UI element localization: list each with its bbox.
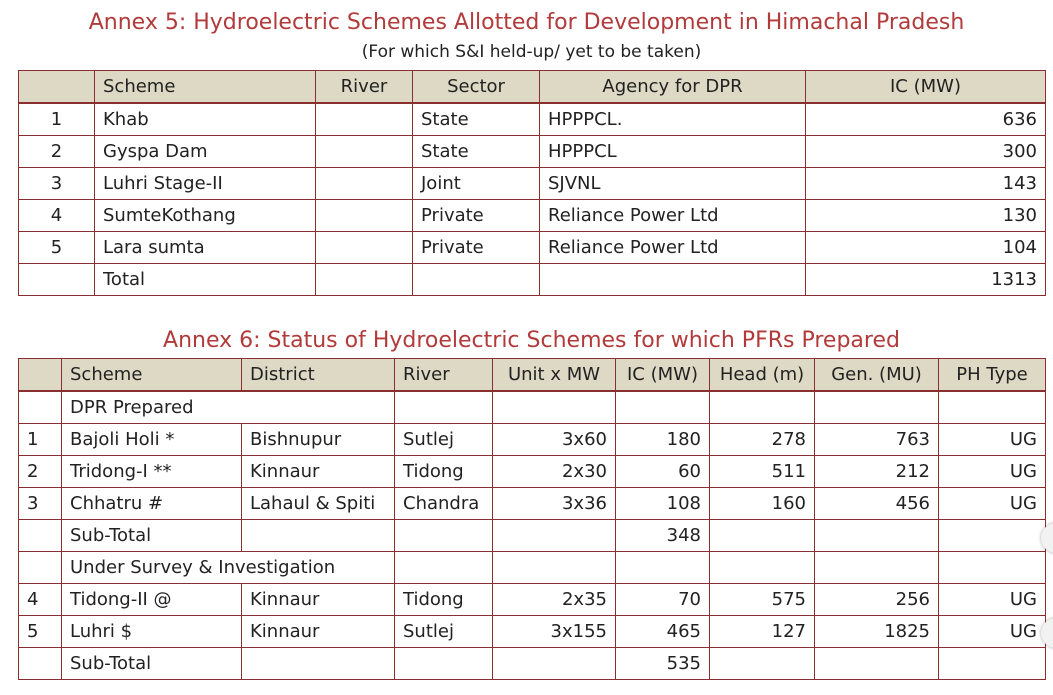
cell-gen: [815, 648, 939, 680]
cell-scheme: SumteKothang: [95, 200, 316, 232]
cell-scheme: Bajoli Holi *: [62, 424, 242, 456]
section-label: Under Survey & Investigation: [62, 552, 395, 584]
cell-ph: UG: [939, 616, 1046, 648]
cell-ph: UG: [939, 424, 1046, 456]
cell-head: [710, 520, 815, 552]
cell-no: [19, 520, 62, 552]
table-row: [19, 136, 1046, 168]
col-header-unit: Unit x MW: [493, 359, 616, 392]
cell-sector: State: [413, 136, 540, 168]
subtotal-label: Sub-Total: [62, 520, 242, 552]
cell-agency: SJVNL: [540, 168, 806, 200]
cell-head: 160: [710, 488, 815, 520]
annex5-total-row: [19, 264, 1046, 296]
annex5-header-row: [19, 71, 1046, 104]
cell-ph: [939, 648, 1046, 680]
annex5-title: Annex 5: Hydroelectric Schemes Allotted for Development in Himachal Pradesh: [88, 10, 965, 35]
cell-ic: [616, 552, 710, 584]
col-header-no: [19, 71, 95, 104]
cell-unit: 3x155: [493, 616, 616, 648]
table-row: [19, 232, 1046, 264]
cell-ic: 130: [806, 200, 1046, 232]
annex5-table: [18, 70, 1046, 296]
cell-district: Lahaul & Spiti: [242, 488, 395, 520]
cell-river: Tidong: [395, 584, 493, 616]
cell-ic: 70: [616, 584, 710, 616]
cell-no: 2: [19, 136, 95, 168]
cell-ph: [939, 520, 1046, 552]
cell-river: Tidong: [395, 456, 493, 488]
cell-ic: 636: [806, 103, 1046, 136]
cell-head: 575: [710, 584, 815, 616]
col-header-ic: IC (MW): [616, 359, 710, 392]
cell-ic: 180: [616, 424, 710, 456]
cell-no: 4: [19, 584, 62, 616]
cell-unit: 3x36: [493, 488, 616, 520]
cell-river: Sutlej: [395, 424, 493, 456]
cell-gen: 456: [815, 488, 939, 520]
col-header-river: River: [316, 71, 413, 104]
cell-unit: 2x30: [493, 456, 616, 488]
cell-ic: 104: [806, 232, 1046, 264]
table-row: [19, 200, 1046, 232]
cell-ic: 143: [806, 168, 1046, 200]
cell-no: [19, 648, 62, 680]
col-header-head: Head (m): [710, 359, 815, 392]
cell-gen: 212: [815, 456, 939, 488]
cell-scheme: Gyspa Dam: [95, 136, 316, 168]
subtotal-ic: 535: [616, 648, 710, 680]
cell-unit: [493, 648, 616, 680]
annex6-table: [18, 358, 1046, 680]
cell-head: 278: [710, 424, 815, 456]
cell-agency: Reliance Power Ltd: [540, 232, 806, 264]
cell-gen: 1825: [815, 616, 939, 648]
cell-river: [395, 648, 493, 680]
subtotal-ic: 348: [616, 520, 710, 552]
cell-scheme: Lara sumta: [95, 232, 316, 264]
col-header-ic: IC (MW): [806, 71, 1046, 104]
cell-sector: Private: [413, 232, 540, 264]
cell-ph: UG: [939, 456, 1046, 488]
subtotal-row: [19, 520, 1046, 552]
cell-district: Kinnaur: [242, 616, 395, 648]
cell-district: [242, 520, 395, 552]
cell-head: [710, 552, 815, 584]
cell-river: Chandra: [395, 488, 493, 520]
cell-unit: [493, 520, 616, 552]
annex5-subtitle: (For which S&I held-up/ yet to be taken): [361, 42, 702, 62]
cell-head: [710, 648, 815, 680]
cell-no: 1: [19, 424, 62, 456]
cell-ph: UG: [939, 488, 1046, 520]
cell-agency: Reliance Power Ltd: [540, 200, 806, 232]
cell-scheme: Chhatru #: [62, 488, 242, 520]
cell-gen: [815, 520, 939, 552]
table-row: [19, 616, 1046, 648]
cell-total-label: Total: [95, 264, 316, 296]
cell-river: [316, 200, 413, 232]
cell-unit: [493, 552, 616, 584]
cell-no: 3: [19, 488, 62, 520]
cell-sector: Private: [413, 200, 540, 232]
cell-no: 5: [19, 616, 62, 648]
section-label: DPR Prepared: [62, 391, 395, 424]
cell-river: Sutlej: [395, 616, 493, 648]
table-row: [19, 584, 1046, 616]
table-row: [19, 488, 1046, 520]
cell-scheme: Khab: [95, 103, 316, 136]
cell-river: [316, 136, 413, 168]
col-header-agency: Agency for DPR: [540, 71, 806, 104]
col-header-gen: Gen. (MU): [815, 359, 939, 392]
subtotal-row: [19, 648, 1046, 680]
cell-head: [710, 391, 815, 424]
cell-head: 127: [710, 616, 815, 648]
cell-river: [316, 168, 413, 200]
cell-agency: HPPPCL.: [540, 103, 806, 136]
cell-sector: [413, 264, 540, 296]
table-row: [19, 424, 1046, 456]
cell-river: [316, 264, 413, 296]
cell-head: 511: [710, 456, 815, 488]
cell-district: Bishnupur: [242, 424, 395, 456]
cell-ph: [939, 552, 1046, 584]
col-header-district: District: [242, 359, 395, 392]
col-header-scheme: Scheme: [62, 359, 242, 392]
section-row-dpr: [19, 391, 1046, 424]
col-header-scheme: Scheme: [95, 71, 316, 104]
table-row: [19, 456, 1046, 488]
cell-scheme: Tridong-I **: [62, 456, 242, 488]
cell-ph: UG: [939, 584, 1046, 616]
cell-no: [19, 264, 95, 296]
cell-no: [19, 391, 62, 424]
cell-river: [395, 391, 493, 424]
cell-agency: HPPPCL: [540, 136, 806, 168]
cell-river: [395, 520, 493, 552]
cell-district: [242, 648, 395, 680]
cell-unit: 3x60: [493, 424, 616, 456]
col-header-river: River: [395, 359, 493, 392]
col-header-no: [19, 359, 62, 392]
cell-scheme: Luhri Stage-II: [95, 168, 316, 200]
annex6-header-row: [19, 359, 1046, 392]
cell-gen: 256: [815, 584, 939, 616]
table-row: [19, 168, 1046, 200]
cell-no: 4: [19, 200, 95, 232]
cell-unit: 2x35: [493, 584, 616, 616]
cell-district: Kinnaur: [242, 456, 395, 488]
cell-total-ic: 1313: [806, 264, 1046, 296]
cell-gen: [815, 391, 939, 424]
cell-no: 5: [19, 232, 95, 264]
cell-no: 2: [19, 456, 62, 488]
cell-ic: 60: [616, 456, 710, 488]
annex6-title: Annex 6: Status of Hydroelectric Schemes for which PFRs Prepared: [163, 328, 900, 353]
cell-river: [316, 103, 413, 136]
cell-ph: [939, 391, 1046, 424]
cell-ic: 300: [806, 136, 1046, 168]
cell-river: [316, 232, 413, 264]
cell-ic: [616, 391, 710, 424]
cell-scheme: Tidong-II @: [62, 584, 242, 616]
subtotal-label: Sub-Total: [62, 648, 242, 680]
cell-sector: Joint: [413, 168, 540, 200]
cell-unit: [493, 391, 616, 424]
cell-agency: [540, 264, 806, 296]
cell-ic: 465: [616, 616, 710, 648]
cell-gen: [815, 552, 939, 584]
cell-scheme: Luhri $: [62, 616, 242, 648]
cell-ic: 108: [616, 488, 710, 520]
table-row: [19, 103, 1046, 136]
section-row-survey: [19, 552, 1046, 584]
cell-gen: 763: [815, 424, 939, 456]
cell-district: Kinnaur: [242, 584, 395, 616]
cell-river: [395, 552, 493, 584]
col-header-ph: PH Type: [939, 359, 1046, 392]
col-header-sector: Sector: [413, 71, 540, 104]
cell-no: 3: [19, 168, 95, 200]
cell-sector: State: [413, 103, 540, 136]
cell-no: [19, 552, 62, 584]
cell-no: 1: [19, 103, 95, 136]
